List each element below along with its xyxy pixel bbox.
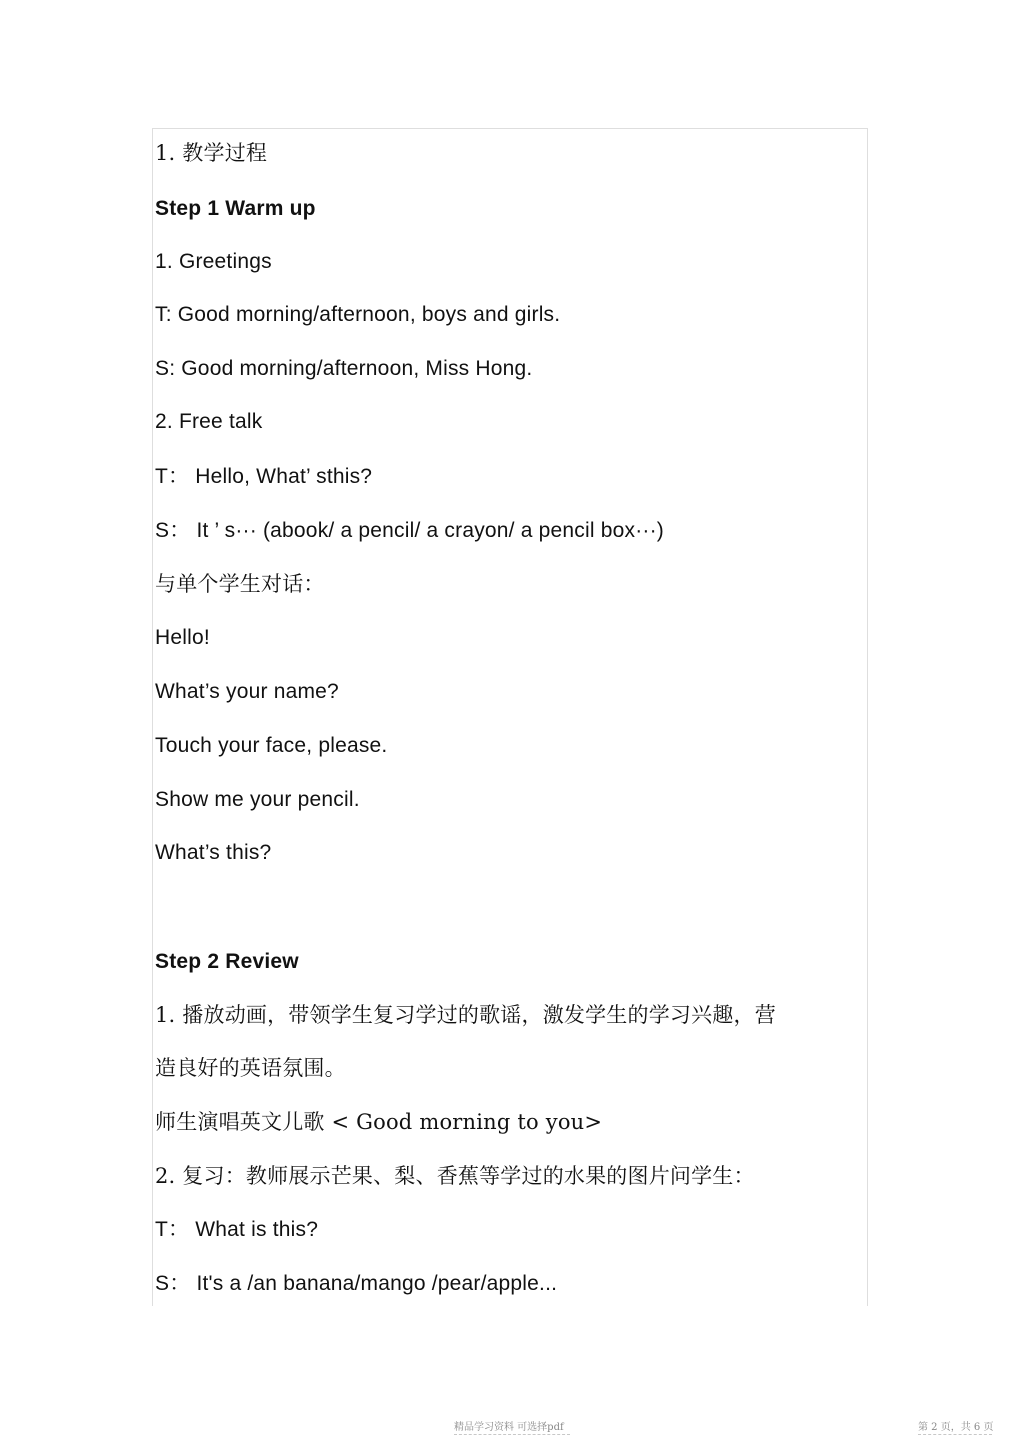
step2-line: 造良好的英语氛围。 [155, 1056, 346, 1080]
step2-line: T： What is this? [155, 1218, 319, 1241]
step1-line: 2. Free talk [155, 410, 263, 433]
step1-line: 1. Greetings [155, 250, 272, 273]
step2-line: S： It's a /an banana/mango /pear/apple... [155, 1272, 558, 1295]
step1-line: T: Good morning/afternoon, boys and girls. [155, 303, 561, 326]
step2-line: 1. 播放动画，带领学生复习学过的歌谣，激发学生的学习兴趣，营 [155, 1003, 776, 1027]
footer-right-divider [918, 1434, 992, 1435]
step2-line: 2. 复习：教师展示芒果、梨、香蕉等学过的水果的图片问学生： [155, 1164, 755, 1188]
footer-page-number: 第 2 页，共 6 页 [918, 1422, 994, 1433]
step2-line: 师生演唱英文儿歌 < Good morning to you> [155, 1110, 603, 1134]
section-heading: 1. 教学过程 [155, 141, 268, 165]
footer-left-text: 精品学习资料 可选择pdf [454, 1422, 564, 1433]
step1-line: S: Good morning/afternoon, Miss Hong. [155, 357, 533, 380]
step1-line: S： It ’ s··· (abook/ a pencil/ a crayon/ a pencil box···) [155, 519, 664, 542]
step1-line: What’s your name? [155, 680, 339, 703]
step1-line: T： Hello, What’ sthis? [155, 465, 373, 488]
footer-left-divider [454, 1434, 570, 1435]
step1-line: 与单个学生对话： [155, 572, 325, 596]
step1-line: Hello! [155, 626, 210, 649]
step1-line: Touch your face, please. [155, 734, 388, 757]
step1-line: Show me your pencil. [155, 788, 360, 811]
step1-title: Step 1 Warm up [155, 197, 316, 220]
step2-title: Step 2 Review [155, 950, 299, 973]
step1-line: What’s this? [155, 841, 272, 864]
